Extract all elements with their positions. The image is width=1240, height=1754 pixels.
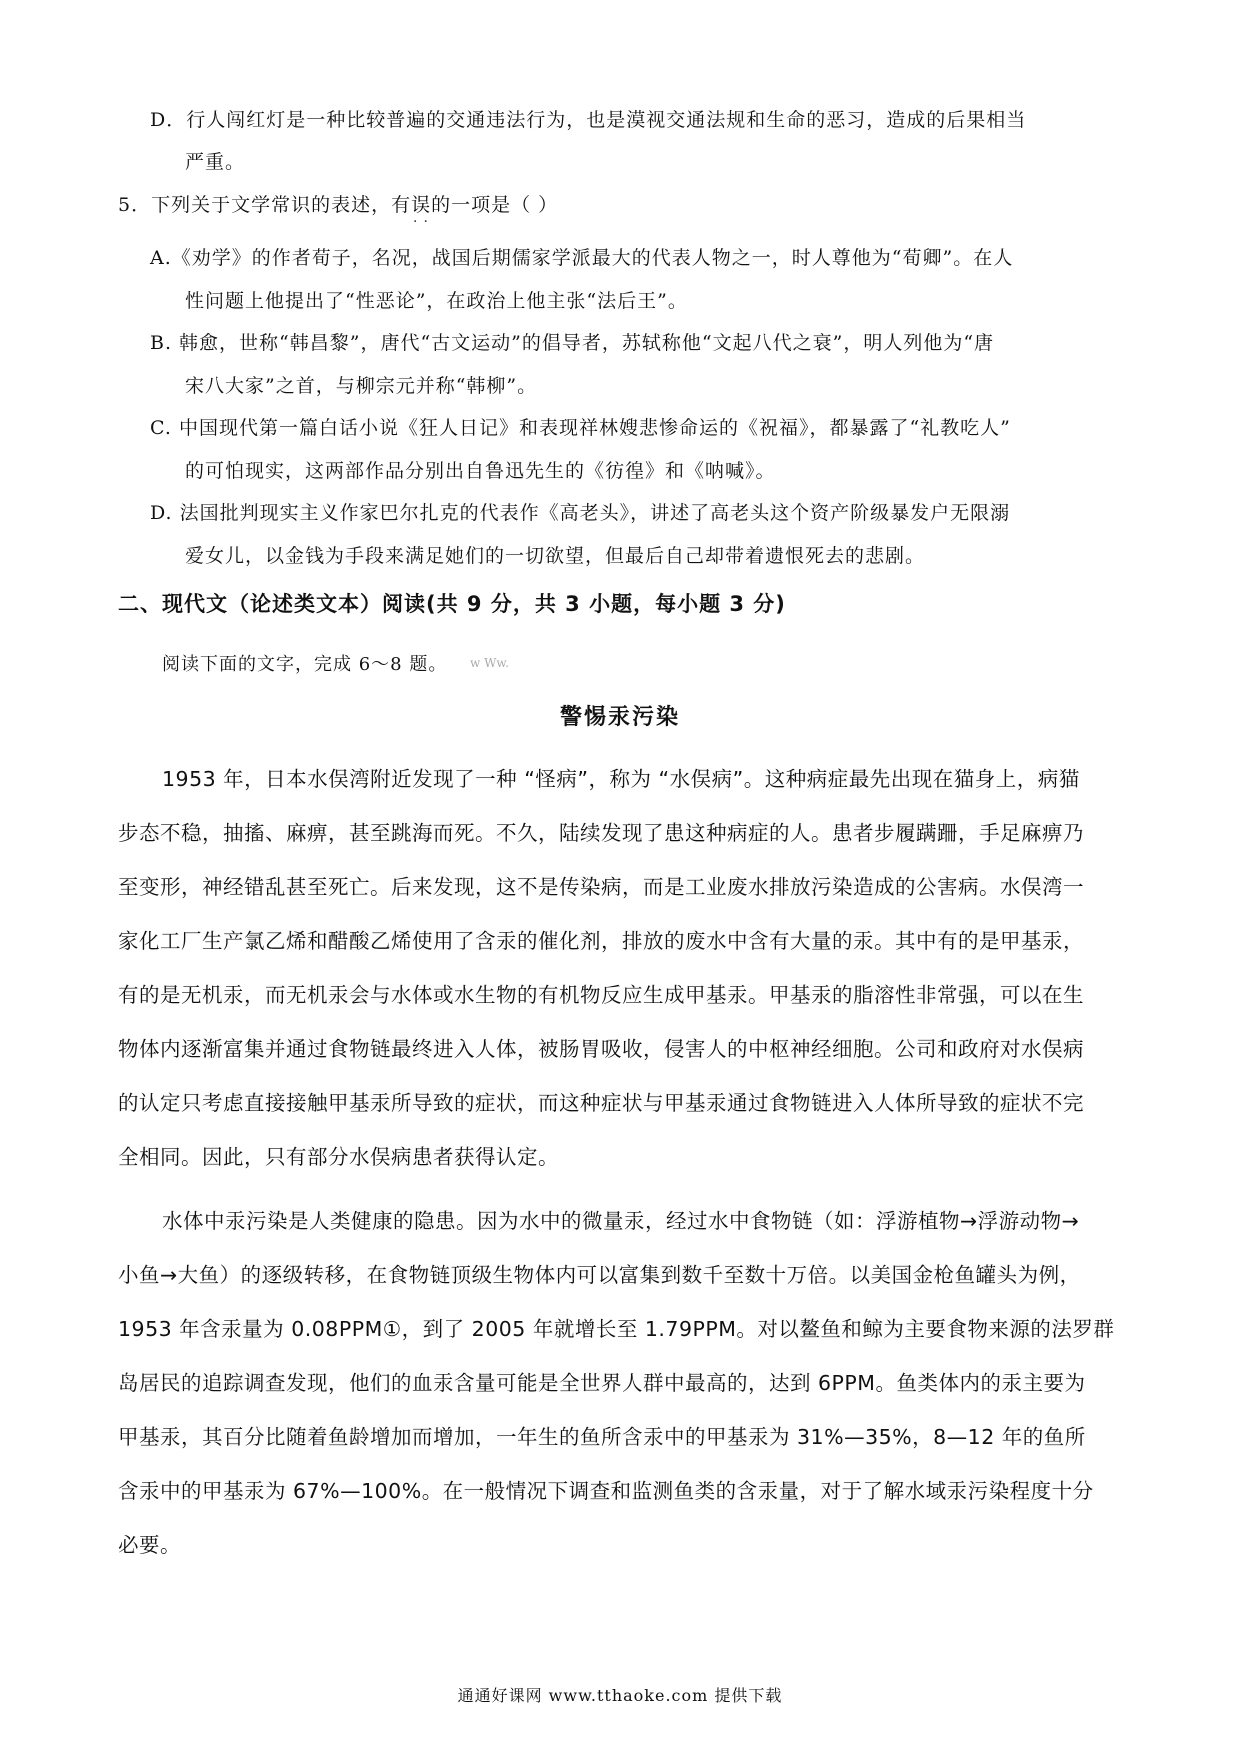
footer-text: 通通好课网 www.tthaoke.com 提供下载 (457, 1686, 783, 1705)
paragraph1-line: 的认定只考虑直接接触甲基汞所导致的症状，而这种症状与甲基汞通过食物链进入人体所导致的症状不完 (118, 1091, 1084, 1115)
paragraph2-line: 含汞中的甲基汞为 67%—100%。在一般情况下调查和监测鱼类的含汞量，对于了解水域汞污染程度十分 (118, 1479, 1094, 1503)
paragraph1-line: 1953 年，日本水俣湾附近发现了一种 “怪病”，称为 “水俣病”。这种病症最先出现在猫身上，病猫 (162, 767, 1080, 791)
q5-option-b-line2: 宋八大家”之首，与柳宗元并称“韩柳”。 (185, 375, 538, 397)
paragraph2-line: 水体中汞污染是人类健康的隐患。因为水中的微量汞，经过水中食物链（如：浮游植物→浮游动物→ (162, 1209, 1080, 1233)
paragraph2-line: 小鱼→大鱼）的逐级转移，在食物链顶级生物体内可以富集到数千至数十万倍。以美国金枪鱼罐头为例， (118, 1263, 1081, 1287)
q5-option-d-line2: 爱女儿，以金钱为手段来满足她们的一切欲望，但最后自己却带着遗恨死去的悲剧。 (185, 545, 926, 567)
emphasis-dots: ·· (413, 214, 434, 230)
q5-option-a-line2: 性问题上他提出了“性恶论”，在政治上他主张“法后王”。 (185, 290, 688, 312)
q5-option-c-line2: 的可怕现实，这两部作品分别出自鲁迅先生的《彷徨》和《呐喊》。 (185, 460, 776, 482)
watermark-text: w Ww. (470, 656, 510, 670)
paragraph2-line: 必要。 (118, 1533, 181, 1557)
section-heading: 二、现代文（论述类文本）阅读(共 9 分，共 3 小题，每小题 3 分) (118, 592, 786, 616)
paragraph2-line: 甲基汞，其百分比随着鱼龄增加而增加，一年生的鱼所含汞中的甲基汞为 31%—35%，8—12 年的鱼所 (118, 1425, 1086, 1449)
paragraph1-line: 有的是无机汞，而无机汞会与水体或水生物的有机物反应生成甲基汞。甲基汞的脂溶性非常强，可以在生 (118, 983, 1084, 1007)
paragraph1-line: 全相同。因此，只有部分水俣病患者获得认定。 (118, 1145, 559, 1169)
q5-option-b-line1: B. 韩愈，世称“韩昌黎”，唐代“古文运动”的倡导者，苏轼称他“文起八代之衰”，明人列他为“唐 (150, 332, 995, 354)
q4-option-d-line1: D．行人闯红灯是一种比较普遍的交通违法行为，也是漠视交通法规和生命的恶习，造成的后果相当 (150, 109, 1027, 131)
q5-option-a-line1: A.《劝学》的作者荀子，名况，战国后期儒家学派最大的代表人物之一，时人尊他为“荀卿”。在人 (150, 247, 1014, 269)
paragraph1-line: 物体内逐渐富集并通过食物链最终进入人体，被肠胃吸收，侵害人的中枢神经细胞。公司和政府对水俣病 (118, 1037, 1084, 1061)
q5-option-c-line1: C. 中国现代第一篇白话小说《狂人日记》和表现祥林嫂悲惨命运的《祝福》，都暴露了“礼教吃人” (150, 417, 1011, 439)
paragraph1-line: 至变形，神经错乱甚至死亡。后来发现，这不是传染病，而是工业废水排放污染造成的公害病。水俣湾一 (118, 875, 1084, 899)
paragraph1-line: 家化工厂生产氯乙烯和醋酸乙烯使用了含汞的催化剂，排放的废水中含有大量的汞。其中有的是甲基汞， (118, 929, 1084, 953)
article-title: 警惕汞污染 (559, 705, 680, 730)
q5-stem: 5．下列关于文学常识的表述，有误的一项是（ ） (118, 194, 559, 216)
paragraph2-line: 1953 年含汞量为 0.08PPM①，到了 2005 年就增长至 1.79PPM。对以鳌鱼和鲸为主要食物来源的法罗群 (118, 1317, 1115, 1341)
paragraph1-line: 步态不稳，抽搐、麻痹，甚至跳海而死。不久，陆续发现了患这种病症的人。患者步履蹒跚，手足麻痹乃 (118, 821, 1084, 845)
q5-option-d-line1: D. 法国批判现实主义作家巴尔扎克的代表作《高老头》，讲述了高老头这个资产阶级暴发户无限溺 (150, 502, 1011, 524)
reading-instruction: 阅读下面的文字，完成 6～8 题。 (162, 654, 448, 675)
q4-option-d-line2: 严重。 (185, 151, 246, 173)
paragraph2-line: 岛居民的追踪调查发现，他们的血汞含量可能是全世界人群中最高的，达到 6PPM。鱼类体内的汞主要为 (118, 1371, 1086, 1395)
